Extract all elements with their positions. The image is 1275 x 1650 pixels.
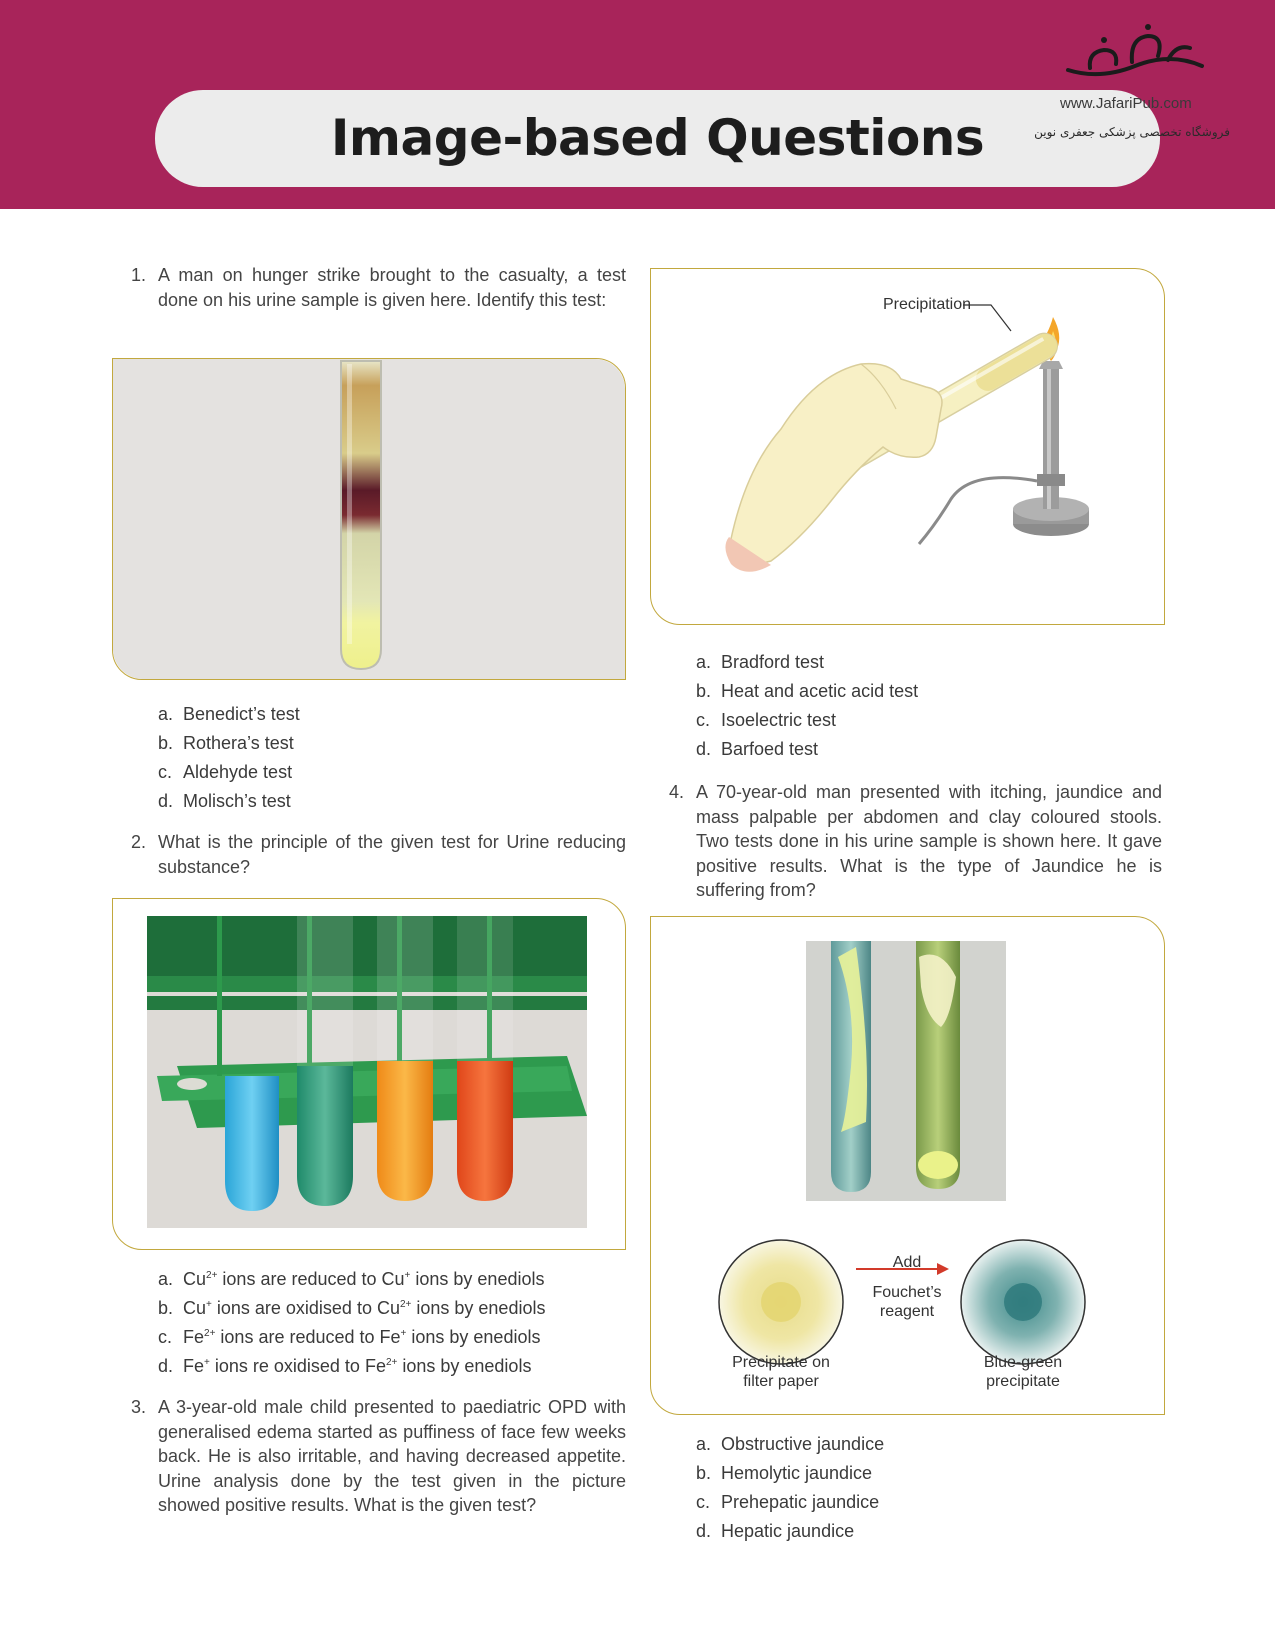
option-a[interactable]: a. Bradford test (696, 652, 825, 672)
fouchet-test-image (651, 917, 1164, 1414)
figure-4-frame (650, 916, 1165, 1415)
option-a[interactable]: a. Obstructive jaundice (696, 1434, 885, 1454)
option-b[interactable]: b. Cu+ ions are oxidised to $Cu^{2+}$ ions by enediols (158, 1298, 546, 1318)
label-add: Add (892, 1254, 922, 1271)
option-a[interactable]: a. $Cu^{2+}$ ions are reduced to Cu+ ions by enediols (158, 1269, 545, 1289)
logo-subtitle: فروشگاه تخصصی پزشکی جعفری نوین (1034, 125, 1230, 139)
question-3 (131, 1395, 626, 1518)
option-c[interactable]: c. Prehepatic jaundice (696, 1492, 880, 1512)
question-text: A 70-year-old man presented with itching, jaundice and mass palpable per abdomen and clay coloured stools. Two tests done in his urine sample is shown here. It gave positive results. What is the type of Jaundice he is suffering from? (696, 782, 1162, 900)
label-precipitate-line-1: Precipitate on (732, 1354, 830, 1371)
question-4-options (696, 1430, 884, 1546)
question-number: 2. (131, 832, 147, 852)
option-c[interactable]: c. Isoelectric test (696, 710, 837, 730)
label-reagent-line-2: reagent (879, 1303, 935, 1320)
option-c[interactable]: c. Aldehyde test (158, 762, 293, 782)
logo-url: www.JafariPub.com (1060, 95, 1192, 112)
figure-1-frame (112, 358, 626, 680)
page-title: Image-based Questions (330, 109, 985, 167)
benedict-test-tubes-image (147, 916, 587, 1228)
label-reagent-line-1: Fouchet’s (872, 1284, 942, 1301)
question-2 (131, 830, 626, 879)
heat-test-illustration (651, 269, 1164, 624)
option-b[interactable]: b. Heat and acetic acid test (696, 681, 919, 701)
option-a[interactable]: a. Benedict’s test (158, 704, 300, 724)
option-d[interactable]: d. Hepatic jaundice (696, 1521, 855, 1541)
option-d[interactable]: d. Fe+ ions re oxidised to $Fe^{2+}$ ions by enediols (158, 1356, 532, 1376)
question-1 (131, 263, 626, 312)
question-4 (669, 780, 1162, 903)
label-precipitate-line-2: filter paper (743, 1373, 819, 1390)
figure-3-frame (650, 268, 1165, 625)
question-number: 1. (131, 265, 147, 285)
option-d[interactable]: d. Barfoed test (696, 739, 819, 759)
publisher-logo-icon (1060, 22, 1210, 92)
label-precipitation: Precipitation (882, 296, 972, 313)
question-number: 4. (669, 782, 685, 802)
option-b[interactable]: b. Hemolytic jaundice (696, 1463, 873, 1483)
option-b[interactable]: b. Rothera’s test (158, 733, 294, 753)
question-2-options (158, 1265, 545, 1381)
rothera-test-tube-image (113, 359, 625, 679)
question-3-options (696, 648, 918, 764)
label-blue-green-line-2: precipitate (986, 1373, 1060, 1390)
option-c[interactable]: c. $Fe^{2+}$ ions are reduced to Fe+ ions by enediols (158, 1327, 541, 1347)
label-blue-green-line-1: Blue-green (983, 1354, 1063, 1371)
question-1-options (158, 700, 300, 816)
question-text: A man on hunger strike brought to the casualty, a test done on his urine sample is given here. Identify this test: (158, 265, 626, 310)
question-number: 3. (131, 1397, 147, 1417)
figure-2-frame (112, 898, 626, 1250)
question-text: What is the principle of the given test for Urine reducing substance? (158, 832, 626, 877)
option-d[interactable]: d. Molisch’s test (158, 791, 291, 811)
question-text: A 3-year-old male child presented to paediatric OPD with generalised edema started as puffiness of face few weeks back. He is also irritable, and having decreased appetite. Urine analysis done by the test given in the picture showed positive results. What is the given test? (158, 1397, 626, 1515)
